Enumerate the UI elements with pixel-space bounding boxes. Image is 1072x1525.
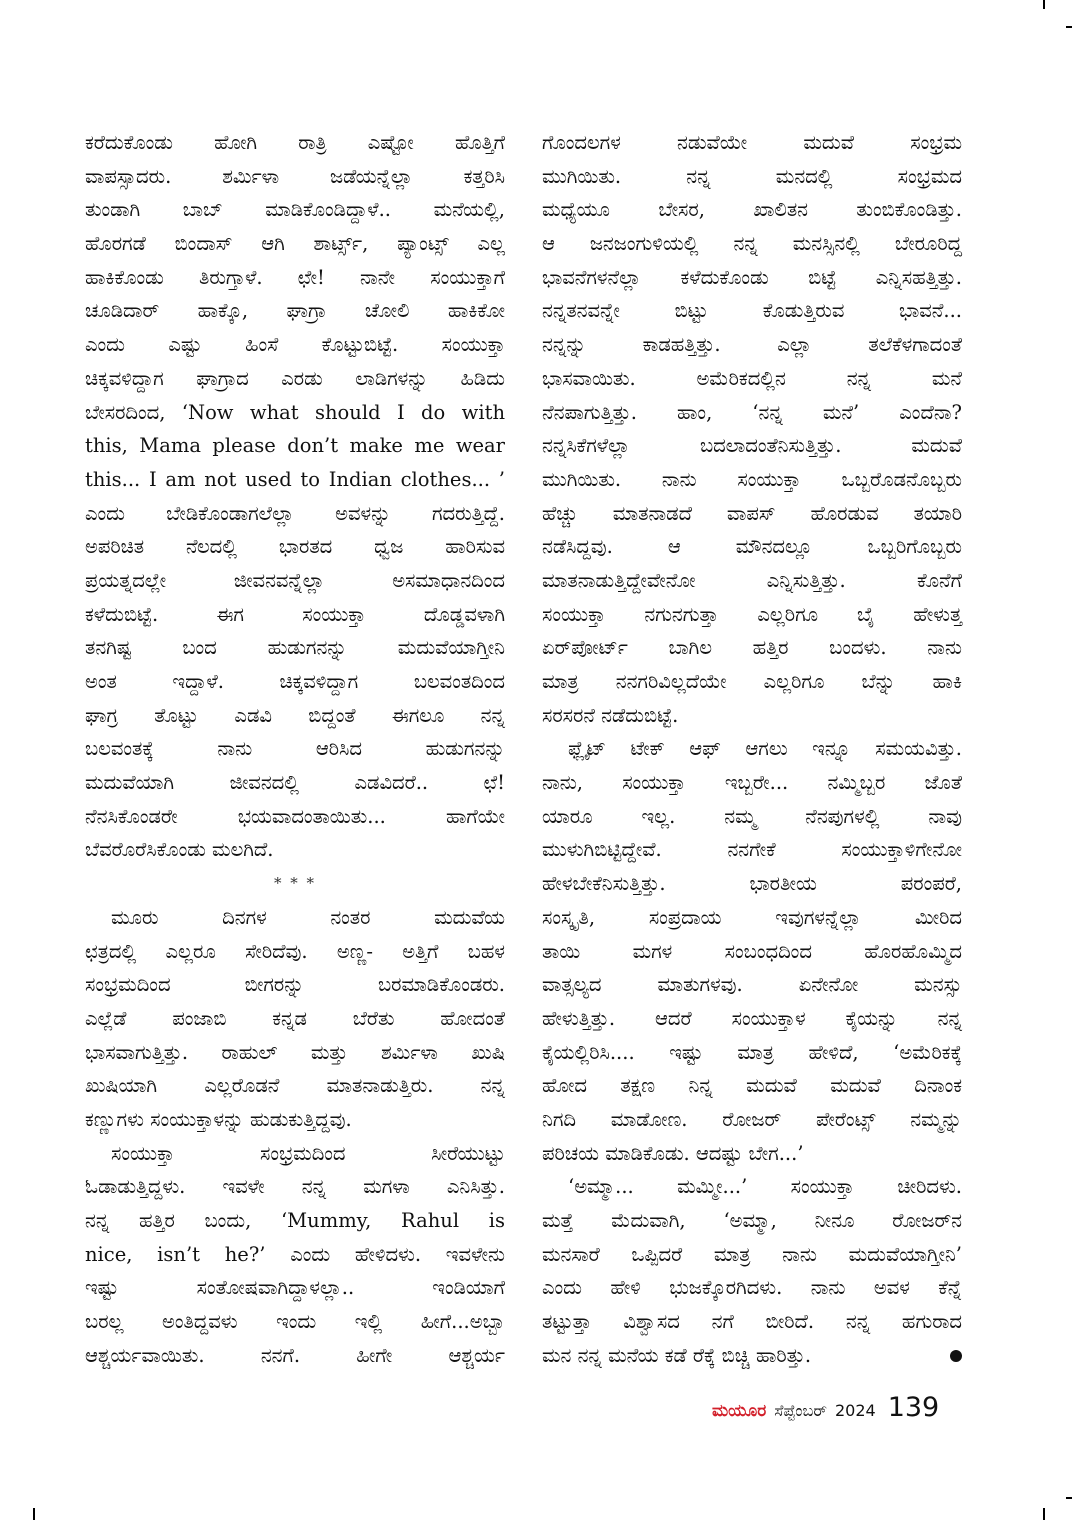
- text-line: ಭಾಸವಾಗುತ್ತಿತ್ತು. ರಾಹುಲ್ ಮತ್ತು ಶರ್ಮಿಳಾ ಖುಷಿ: [85, 1040, 505, 1064]
- text-line: ಕೈಯಲ್ಲಿರಿಸಿ.... ಇಷ್ಟು ಮಾತ್ರ ಹೇಳಿದೆ, ‘ಅಮೆರಿಕಕ್ಕೆ: [542, 1040, 962, 1064]
- text-line: ಹೋದ ತಕ್ಷಣ ನಿನ್ನ ಮದುವೆ ಮದುವೆ ದಿನಾಂಕ: [542, 1074, 962, 1098]
- text-line: ವಾತ್ಸಲ್ಯದ ಮಾತುಗಳವು. ಏನೇನೋ ಮನಸ್ಸು: [542, 973, 962, 997]
- crop-mark-top-right: [1043, 0, 1045, 9]
- final-line-row: [542, 1339, 962, 1373]
- text-line: ಗೊಂದಲಗಳ ನಡುವೆಯೇ ಮದುವೆ ಸಂಭ್ರಮ: [542, 131, 962, 154]
- text-line: ನನ್ನತನವನ್ನೇ ಬಿಟ್ಟು ಕೊಡುತ್ತಿರುವ ಭಾವನೆ...: [542, 299, 962, 323]
- text-line: ಚಿಕ್ಕವಳಿದ್ದಾಗ ಘಾಗ್ರಾದ ಎರಡು ಲಾಡಿಗಳನ್ನು ಹಿಡಿದು: [85, 366, 505, 390]
- text-line: ಹೇಳಬೇಕೆನಿಸುತ್ತಿತ್ತು. ಭಾರತೀಯ ಪರಂಪರೆ,: [542, 872, 962, 896]
- left-column: [85, 126, 505, 1372]
- text-line: ಮಾತನಾಡುತ್ತಿದ್ದೇವೇನೋ ಎನ್ನಿಸುತ್ತಿತ್ತು. ಕೊನೆಗೆ: [542, 568, 962, 592]
- text-line: ನಿಗದಿ ಮಾಡೋಣ. ರೋಜರ್ ಪೇರೆಂಟ್ಸ್ ನಮ್ಮನ್ನು: [542, 1107, 962, 1131]
- text-line: ಮಾತ್ರ ನನಗರಿವಿಲ್ಲದೆಯೇ ಎಲ್ಲರಿಗೂ ಬೆನ್ನು ಹಾಕಿ: [542, 670, 962, 693]
- text-line: ಬೆವರೊರೆಸಿಕೊಂಡು ಮಲಗಿದೆ.: [85, 838, 274, 862]
- text-line: ನನ್ನಸಿಕೆಗಳೆಲ್ಲಾ ಬದಲಾದಂತೆನಿಸುತ್ತಿತ್ತು. ಮದುವೆ: [542, 434, 962, 458]
- text-line: ಕಣ್ಣುಗಳು ಸಂಯುಕ್ತಾಳನ್ನು ಹುಡುಕುತ್ತಿದ್ದವು.: [85, 1107, 352, 1131]
- text-line: ಕರೆದುಕೊಂಡು ಹೋಗಿ ರಾತ್ರಿ ಎಷ್ಟೋ ಹೊತ್ತಿಗೆ: [85, 131, 505, 154]
- crop-mark-bottom-right: [1043, 1508, 1045, 1520]
- text-line: ಎಂದು ಬೇಡಿಕೊಂಡಾಗಲೆಲ್ಲಾ ಅವಳನ್ನು ಗದರುತ್ತಿದ್ದೆ.: [85, 501, 505, 525]
- text-line: ಅಪರಿಚಿತ ನೆಲದಲ್ಲಿ ಭಾರತದ ಧ್ವಜ ಹಾರಿಸುವ: [85, 535, 505, 559]
- text-line: ಹೊರಗಡೆ ಬಿಂದಾಸ್ ಆಗಿ ಶಾರ್ಟ್ಸ್, ಪ್ಯಾಂಟ್ಸ್ ಎಲ್ಲ: [85, 232, 505, 256]
- text-line: ಎಂದು ಹೇಳಿ ಭುಜಕ್ಕೊರಗಿದಳು. ನಾನು ಅವಳ ಕೆನ್ನೆ: [542, 1276, 962, 1300]
- text-line: ಸಂಯುಕ್ತಾ ನಗುನಗುತ್ತಾ ಎಲ್ಲರಿಗೂ ಬೈ ಹೇಳುತ್ತ: [542, 602, 962, 626]
- text-line: ಛತ್ರದಲ್ಲಿ ಎಲ್ಲರೂ ಸೇರಿದೆವು. ಅಣ್ಣ- ಅತ್ತಿಗೆ ಬಹಳ: [85, 939, 505, 963]
- text-line: ಮತ್ತೆ ಮೆದುವಾಗಿ, ‘ಅಮ್ಮಾ, ನೀನೂ ರೋಜರ್‌ನ: [542, 1209, 962, 1232]
- text-line: ನೆನಪಾಗುತ್ತಿತ್ತು. ಹಾಂ, ‘ನನ್ನ ಮನೆ’ ಎಂದೆನಾ?: [542, 400, 962, 424]
- text-line: ಭಾಸವಾಯಿತು. ಅಮೆರಿಕದಲ್ಲಿನ ನನ್ನ ಮನೆ: [542, 366, 962, 390]
- text-line: ಮಧ್ಯೆಯೂ ಬೇಸರ, ಖಾಲಿತನ ತುಂಬಿಕೊಂಡಿತ್ತು.: [542, 198, 962, 222]
- page-number: 139: [887, 1392, 940, 1423]
- crop-mark-bottom-left: [33, 1508, 35, 1520]
- text-line: ಅಂತ ಇದ್ದಾಳೆ. ಚಿಕ್ಕವಳಿದ್ದಾಗ ಬಲವಂತದಿಂದ: [85, 670, 505, 693]
- magazine-logo: ಮಯೂರ: [712, 1401, 767, 1421]
- text-line: ತನಗಿಷ್ಟ ಬಂದ ಹುಡುಗನನ್ನು ಮದುವೆಯಾಗ್ತೀನಿ: [85, 636, 505, 660]
- text-line: ಸಂಭ್ರಮದಿಂದ ಬೀಗರನ್ನು ಬರಮಾಡಿಕೊಂಡರು.: [85, 973, 505, 997]
- text-line: ನನ್ನ ಹತ್ತಿರ ಬಂದು, ‘Mummy, Rahul is: [85, 1209, 505, 1232]
- crop-mark-right-edge: [1066, 26, 1072, 28]
- text-line: ಫ್ಲೈಟ್ ಟೇಕ್ ಆಫ್ ಆಗಲು ಇನ್ನೂ ಸಮಯವಿತ್ತು.: [568, 737, 962, 761]
- text-line: ಸಂಯುಕ್ತಾ ಸಂಭ್ರಮದಿಂದ ಸೀರೆಯುಟ್ಟು: [111, 1141, 505, 1165]
- text-line: ನೆನಸಿಕೊಂಡರೇ ಭಯವಾದಂತಾಯಿತು... ಹಾಗೆಯೇ: [85, 804, 505, 828]
- text-line: ಬೇಸರದಿಂದ, ‘Now what should I do with: [85, 400, 505, 424]
- text-line: ‘ಅಮ್ಮಾ... ಮಮ್ಮೀ...’ ಸಂಯುಕ್ತಾ ಚೀರಿದಳು.: [568, 1175, 962, 1199]
- text-line: ಪ್ರಯತ್ನದಲ್ಲೇ ಜೀವನವನ್ನೆಲ್ಲಾ ಅಸಮಾಧಾನದಿಂದ: [85, 568, 505, 592]
- text-line: ಓಡಾಡುತ್ತಿದ್ದಳು. ಇವಳೇ ನನ್ನ ಮಗಳಾ ಎನಿಸಿತ್ತು.: [85, 1175, 505, 1199]
- right-column: [542, 126, 962, 1372]
- text-line: ಯಾರೂ ಇಲ್ಲ. ನಮ್ಮ ನೆನಪುಗಳಲ್ಲಿ ನಾವು: [542, 804, 962, 828]
- text-line: this, Mama please don’t make me wear: [85, 434, 505, 458]
- text-line: ಇಷ್ಟು ಸಂತೋಷವಾಗಿದ್ದಾಳಲ್ಲಾ.. ಇಂಡಿಯಾಗೆ: [85, 1276, 505, 1300]
- text-line: ಭಾವನೆಗಳನೆಲ್ಲಾ ಕಳೆದುಕೊಂಡು ಬಿಟ್ಟೆ ಎನ್ನಿಸಹತ್ತಿತ್ತು.: [542, 265, 962, 289]
- text-line: ಘಾಗ್ರ ತೊಟ್ಟು ಎಡವಿ ಬಿದ್ದಂತೆ ಈಗಲೂ ನನ್ನ: [85, 703, 505, 727]
- text-line: ಮದುವೆಯಾಗಿ ಜೀವನದಲ್ಲಿ ಎಡವಿದರೆ.. ಛೆ!: [85, 771, 505, 795]
- text-line: ಚೂಡಿದಾರ್ ಹಾಕ್ಕೊ, ಘಾಗ್ರಾ ಚೋಲಿ ಹಾಕಿಕೋ: [85, 299, 505, 323]
- crop-mark-right-edge-bottom: [1066, 1497, 1072, 1499]
- text-line: ಮನಸಾರೆ ಒಪ್ಪಿದರೆ ಮಾತ್ರ ನಾನು ಮದುವೆಯಾಗ್ತೀನಿ’: [542, 1242, 962, 1266]
- text-line: ಮುಳುಗಿಬಿಟ್ಟಿದ್ದೇವೆ. ನನಗೇಕೆ ಸಂಯುಕ್ತಾಳಿಗೇನೋ: [542, 838, 962, 862]
- text-line: ಮುಗಿಯಿತು. ನಾನು ಸಂಯುಕ್ತಾ ಒಬ್ಬರೊಡನೊಬ್ಬರು: [542, 467, 962, 491]
- text-line: nice, isn’t he?’ ಎಂದು ಹೇಳಿದಳು. ಇವಳೇನು: [85, 1242, 505, 1266]
- page-footer: [712, 1392, 962, 1423]
- text-line: ನಡೆಸಿದ್ದವು. ಆ ಮೌನದಲ್ಲೂ ಒಬ್ಬರಿಗೊಬ್ಬರು: [542, 535, 962, 559]
- text-line: ಹೇಳುತ್ತಿತ್ತು. ಆದರೆ ಸಂಯುಕ್ತಾಳ ಕೈಯನ್ನು ನನ್ನ: [542, 1006, 962, 1030]
- text-line: ನನ್ನನ್ನು ಕಾಡಹತ್ತಿತ್ತು. ಎಲ್ಲಾ ತಲೆಕೆಳಗಾದಂತೆ: [542, 333, 962, 357]
- text-line: ಹೆಚ್ಚು ಮಾತನಾಡದೆ ವಾಪಸ್ ಹೊರಡುವ ತಯಾರಿ: [542, 501, 962, 525]
- text-line: ಮನ ನನ್ನ ಮನೆಯ ಕಡೆ ರೆಕ್ಕೆ ಬಿಚ್ಚಿ ಹಾರಿತ್ತು.: [542, 1343, 812, 1367]
- text-line: ಸಂಸ್ಕೃತಿ, ಸಂಪ್ರದಾಯ ಇವುಗಳನ್ನೆಲ್ಲಾ ಮೀರಿದ: [542, 905, 962, 929]
- text-line: ಮೂರು ದಿನಗಳ ನಂತರ ಮದುವೆಯ: [111, 905, 505, 929]
- issue-year: 2024: [834, 1401, 876, 1420]
- issue-month: ಸೆಪ್ಟೆಂಬರ್: [774, 1401, 827, 1420]
- text-line: ಏರ್‌ಪೋರ್ಟ್ ಬಾಗಿಲ ಹತ್ತಿರ ಬಂದಳು. ನಾನು: [542, 636, 962, 660]
- text-line: ತಟ್ಟುತ್ತಾ ವಿಶ್ವಾಸದ ನಗೆ ಬೀರಿದೆ. ನನ್ನ ಹಗುರಾದ: [542, 1310, 962, 1334]
- text-line: ನಾನು, ಸಂಯುಕ್ತಾ ಇಬ್ಬರೇ... ನಮ್ಮಿಬ್ಬರ ಜೊತೆ: [542, 771, 962, 795]
- text-line: ಎಂದು ಎಷ್ಟು ಹಿಂಸೆ ಕೊಟ್ಟುಬಿಟ್ಟೆ. ಸಂಯುಕ್ತಾ: [85, 333, 505, 357]
- text-line: ಕಳೆದುಬಿಟ್ಟೆ. ಈಗ ಸಂಯುಕ್ತಾ ದೊಡ್ಡವಳಾಗಿ: [85, 602, 505, 626]
- text-line: ಹಾಕಿಕೊಂಡು ತಿರುಗ್ತಾಳೆ. ಛೇ! ನಾನೇ ಸಂಯುಕ್ತಾಗೆ: [85, 265, 505, 289]
- text-line: ಪರಿಚಯ ಮಾಡಿಕೊಡು. ಆದಷ್ಟು ಬೇಗ...’: [542, 1141, 804, 1165]
- text-line: ಮುಗಿಯಿತು. ನನ್ನ ಮನದಲ್ಲಿ ಸಂಭ್ರಮದ: [542, 164, 962, 188]
- text-line: ಖುಷಿಯಾಗಿ ಎಲ್ಲರೊಡನೆ ಮಾತನಾಡುತ್ತಿರು. ನನ್ನ: [85, 1074, 505, 1098]
- end-of-article-dot-icon: [950, 1350, 962, 1362]
- text-line: ಬಲವಂತಕ್ಕೆ ನಾನು ಆರಿಸಿದ ಹುಡುಗನನ್ನು: [85, 737, 505, 761]
- text-line: ಎಲ್ಲೆಡೆ ಪಂಜಾಬಿ ಕನ್ನಡ ಬೆರೆತು ಹೋದಂತೆ: [85, 1006, 505, 1030]
- text-line: this... I am not used to Indian clothes... ’: [85, 467, 505, 491]
- text-line: ಆ ಜನಜಂಗುಳಿಯಲ್ಲಿ ನನ್ನ ಮನಸ್ಸಿನಲ್ಲಿ ಬೇರೂರಿದ್ದ: [542, 232, 962, 256]
- text-line: ತಾಯಿ ಮಗಳ ಸಂಬಂಧದಿಂದ ಹೊರಹೊಮ್ಮಿದ: [542, 939, 962, 963]
- text-line: ವಾಪಸ್ಸಾದರು. ಶರ್ಮಿಳಾ ಜಡೆಯನ್ನೆಲ್ಲಾ ಕತ್ತರಿಸಿ: [85, 164, 505, 188]
- text-line: ಆಶ್ಚರ್ಯವಾಯಿತು. ನನಗೆ. ಹೀಗೇ ಆಶ್ಚರ್ಯ: [85, 1343, 505, 1367]
- text-line: ಬರಲ್ಲ ಅಂತಿದ್ದವಳು ಇಂದು ಇಲ್ಲಿ ಹೀಗೆ...ಅಬ್ಬಾ: [85, 1310, 505, 1334]
- text-line: ಸರಸರನೆ ನಡೆದುಬಿಟ್ಟೆ.: [542, 703, 679, 727]
- section-separator: * * *: [273, 874, 317, 893]
- text-line: ತುಂಡಾಗಿ ಬಾಬ್ ಮಾಡಿಕೊಂಡಿದ್ದಾಳೆ.. ಮನೆಯಲ್ಲಿ,: [85, 198, 505, 222]
